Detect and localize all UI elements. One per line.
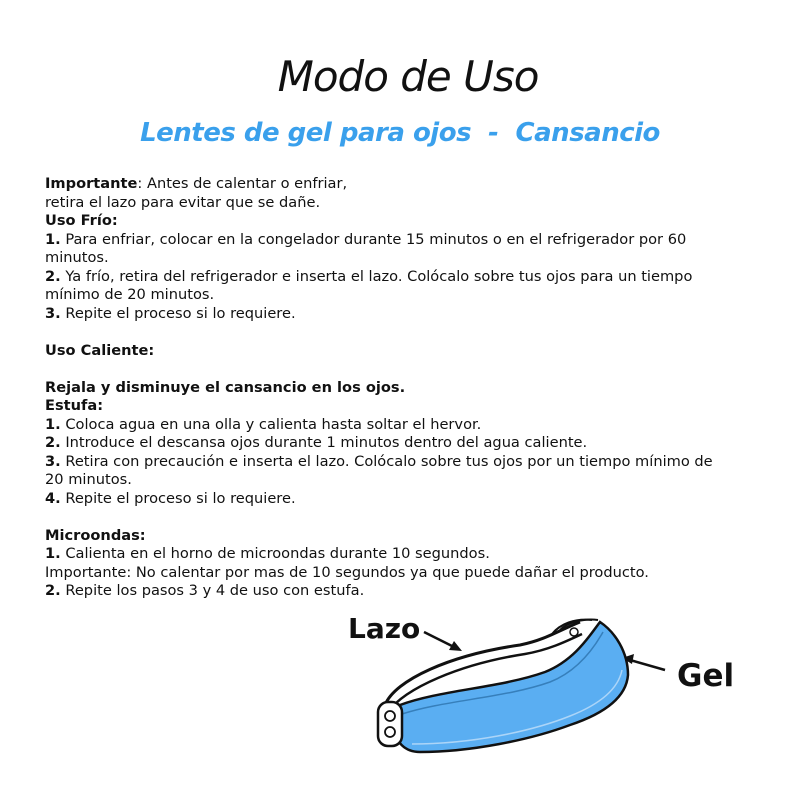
step-number: 2. (45, 434, 61, 451)
gel-label: Gel (677, 658, 735, 694)
strap-arrow-icon (424, 632, 462, 651)
step-number: 1. (45, 545, 61, 562)
microwave-heading: Microondas: (45, 526, 146, 544)
stove-step-3-cont: 20 minutos. (45, 471, 132, 488)
step-number: 1. (45, 415, 61, 433)
eye-mask-illustration (340, 605, 770, 795)
important-label: Importante (45, 175, 138, 192)
step-number: 2. (45, 267, 61, 285)
instructions (45, 175, 765, 601)
step-text: Ya frío, retira del refrigerador e inserta el lazo. Colócalo sobre tus ojos para un tiempo (65, 267, 693, 285)
step-number: 4. (45, 489, 61, 507)
gel-pad-icon (395, 622, 628, 752)
stove-heading: Estufa: (45, 397, 104, 414)
step-text: Repite los pasos 3 y 4 de uso con estufa. (65, 582, 365, 599)
step-text: Para enfriar, colocar en la congelador durante 15 minutos o en el refrigerador por 60 (65, 230, 687, 248)
microwave-step-1 (45, 545, 765, 564)
spacer (45, 323, 765, 342)
stove-step-4 (45, 490, 765, 509)
cold-step-2-cont: mínimo de 20 minutos. (45, 286, 215, 303)
step-number: 2. (45, 582, 61, 599)
strap-label: Lazo (348, 612, 421, 645)
cold-heading: Uso Frío: (45, 212, 118, 229)
important-text-2: retira el lazo para evitar que se dañe. (45, 193, 321, 211)
cold-step-1-cont: minutos. (45, 249, 109, 266)
spacer (45, 360, 765, 379)
step-text: Repite el proceso si lo requiere. (65, 489, 296, 507)
step-number: 1. (45, 230, 61, 248)
hot-tagline: Rejala y disminuye el cansancio en los ojos. (45, 378, 406, 396)
microwave-note: Importante: No calentar por mas de 10 segundos ya que puede dañar el producto. (45, 563, 649, 581)
step-text: Retira con precaución e inserta el lazo. Colócalo sobre tus ojos por un tiempo mínimo de (65, 452, 713, 470)
microwave-step-2 (45, 582, 765, 601)
page-title: Modo de Uso (277, 52, 539, 101)
hot-heading: Uso Caliente: (45, 341, 155, 359)
important-text: : Antes de calentar o enfriar, (137, 175, 348, 192)
stove-step-2 (45, 434, 765, 453)
step-text: Repite el proceso si lo requiere. (65, 304, 296, 322)
cold-step-1 (45, 231, 765, 250)
step-text: Coloca agua en una olla y calienta hasta soltar el hervor. (65, 415, 482, 433)
cold-step-3 (45, 305, 765, 324)
stove-step-3 (45, 453, 765, 472)
step-number: 3. (45, 304, 61, 322)
page-subtitle: Lentes de gel para ojos - Cansancio (140, 118, 660, 148)
important-line (45, 175, 765, 194)
step-number: 3. (45, 452, 61, 470)
step-text: Introduce el descansa ojos durante 1 minutos dentro del agua caliente. (65, 434, 588, 451)
stove-step-1 (45, 416, 765, 435)
cold-step-2 (45, 268, 765, 287)
spacer (45, 508, 765, 527)
step-text: Calienta en el horno de microondas durante 10 segundos. (65, 545, 490, 562)
